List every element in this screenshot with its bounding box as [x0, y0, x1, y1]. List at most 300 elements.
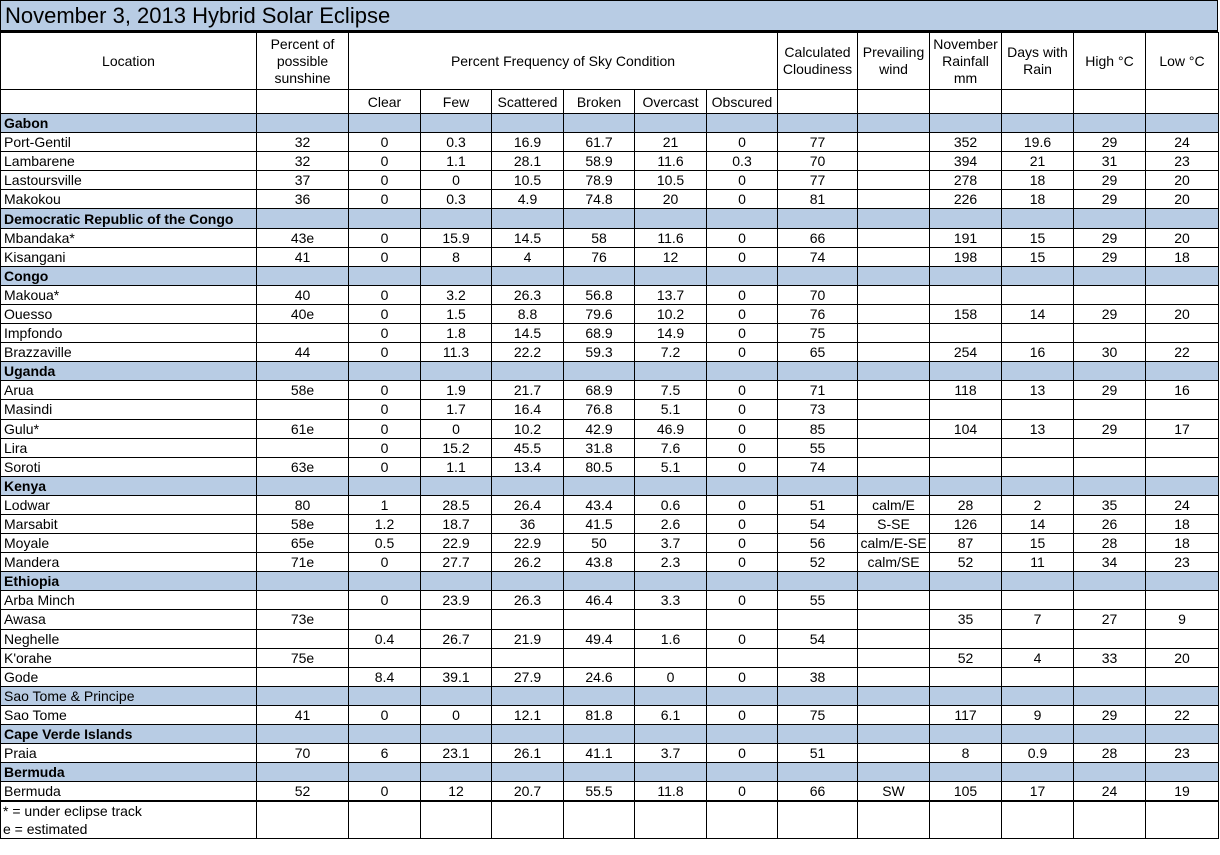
subheader-blank	[1146, 90, 1219, 114]
station-name: Mandera	[1, 553, 257, 572]
table-cell: 13.4	[492, 457, 564, 476]
table-cell	[858, 744, 930, 763]
table-cell	[858, 629, 930, 648]
station-name: Ouesso	[1, 304, 257, 323]
station-row	[1, 782, 1219, 801]
table-cell: 8.8	[492, 304, 564, 323]
country-row-cell	[1002, 266, 1074, 285]
note-row-cell	[257, 820, 349, 839]
table-cell	[257, 438, 349, 457]
country-row-cell	[564, 572, 635, 591]
table-cell	[858, 438, 930, 457]
table-cell: 0	[707, 285, 778, 304]
table-cell: 54	[778, 514, 858, 533]
country-row-cell	[349, 114, 421, 133]
subheader-broken: Broken	[564, 90, 635, 114]
table-cell: 118	[930, 381, 1002, 400]
table-cell: 4	[492, 247, 564, 266]
table-cell: 1.5	[421, 304, 492, 323]
table-cell: 39.1	[421, 667, 492, 686]
note-row-cell	[1002, 820, 1074, 839]
table-cell: 1	[349, 495, 421, 514]
table-cell	[858, 400, 930, 419]
table-cell: 226	[930, 190, 1002, 209]
station-row	[1, 400, 1219, 419]
country-row-cell	[1074, 476, 1146, 495]
table-cell: 11.6	[635, 228, 707, 247]
table-cell: 24	[1074, 782, 1146, 801]
table-cell: 70	[257, 744, 349, 763]
header-wind: Prevailing wind	[858, 33, 930, 90]
table-cell: 41.1	[564, 744, 635, 763]
country-row	[1, 362, 1219, 381]
table-cell: 0	[707, 782, 778, 801]
country-row-cell	[1074, 209, 1146, 228]
header-rain-days: Days with Rain	[1002, 33, 1074, 90]
table-cell: 11	[1002, 553, 1074, 572]
country-row-cell	[930, 763, 1002, 782]
table-cell: 77	[778, 171, 858, 190]
table-cell: 22	[1146, 343, 1219, 362]
table-cell: 0	[349, 381, 421, 400]
table-cell: 28.1	[492, 152, 564, 171]
country-row-cell	[930, 572, 1002, 591]
table-cell: 8.4	[349, 667, 421, 686]
table-cell: 26.4	[492, 495, 564, 514]
table-cell: 26.2	[492, 553, 564, 572]
station-name: Soroti	[1, 457, 257, 476]
table-cell: 29	[1074, 247, 1146, 266]
country-row-cell	[421, 362, 492, 381]
country-row-cell	[421, 476, 492, 495]
table-cell: 34	[1074, 553, 1146, 572]
table-cell: 14.9	[635, 324, 707, 343]
note-row-cell	[635, 801, 707, 820]
table-cell: 21	[635, 133, 707, 152]
table-cell: 0	[349, 285, 421, 304]
note-row-cell	[421, 801, 492, 820]
table-cell	[1074, 591, 1146, 610]
table-cell: 3.3	[635, 591, 707, 610]
table-cell: 23	[1146, 553, 1219, 572]
table-cell: 18	[1002, 190, 1074, 209]
table-cell: calm/E-SE	[858, 534, 930, 553]
table-cell: 12.1	[492, 705, 564, 724]
country-row-cell	[707, 725, 778, 744]
station-row	[1, 667, 1219, 686]
country-row-cell	[1002, 114, 1074, 133]
country-row-cell	[349, 476, 421, 495]
country-row-cell	[930, 209, 1002, 228]
table-cell	[930, 591, 1002, 610]
country-row-cell	[858, 114, 930, 133]
subheader-blank	[1002, 90, 1074, 114]
subheader-obscured: Obscured	[707, 90, 778, 114]
country-row-cell	[349, 362, 421, 381]
table-cell	[858, 648, 930, 667]
table-cell: SW	[858, 782, 930, 801]
country-row-cell	[930, 266, 1002, 285]
note-row-cell	[707, 801, 778, 820]
table-cell: 43.8	[564, 553, 635, 572]
table-cell	[858, 247, 930, 266]
table-cell: 15	[1002, 247, 1074, 266]
table-cell: 1.1	[421, 457, 492, 476]
table-cell: 87	[930, 534, 1002, 553]
table-cell: 73	[778, 400, 858, 419]
note-row-cell	[778, 820, 858, 839]
table-cell	[858, 667, 930, 686]
table-cell: 0	[707, 534, 778, 553]
table-cell: 41.5	[564, 514, 635, 533]
note-row-cell	[635, 820, 707, 839]
country-row-cell	[858, 266, 930, 285]
table-cell: 0	[707, 553, 778, 572]
country-row-cell	[707, 114, 778, 133]
table-cell: 9	[1146, 610, 1219, 629]
table-cell	[1002, 629, 1074, 648]
table-cell	[858, 343, 930, 362]
table-cell: 71	[778, 381, 858, 400]
country-row-cell	[858, 686, 930, 705]
table-cell: 31	[1074, 152, 1146, 171]
country-row-cell	[858, 572, 930, 591]
table-cell: 0	[707, 400, 778, 419]
country-row-cell	[492, 209, 564, 228]
table-cell: 19	[1146, 782, 1219, 801]
country-row-cell	[635, 114, 707, 133]
header-rainfall: November Rainfall mm	[930, 33, 1002, 90]
note-row-cell	[349, 801, 421, 820]
note-row-cell	[421, 820, 492, 839]
table-cell: 23	[1146, 152, 1219, 171]
station-row	[1, 419, 1219, 438]
table-cell: 81	[778, 190, 858, 209]
station-row	[1, 495, 1219, 514]
table-cell	[1002, 591, 1074, 610]
table-cell: 2	[1002, 495, 1074, 514]
table-cell: 12	[635, 247, 707, 266]
country-row	[1, 572, 1219, 591]
station-name: Makokou	[1, 190, 257, 209]
table-cell: 0.3	[421, 133, 492, 152]
table-cell: 0	[349, 133, 421, 152]
country-row-cell	[564, 209, 635, 228]
table-cell: 76.8	[564, 400, 635, 419]
table-cell: 26.3	[492, 285, 564, 304]
table-cell	[564, 610, 635, 629]
country-row-cell	[778, 476, 858, 495]
table-cell: 79.6	[564, 304, 635, 323]
table-cell: 28	[1074, 534, 1146, 553]
table-cell: 21.9	[492, 629, 564, 648]
table-cell	[1146, 324, 1219, 343]
table-cell: 3.7	[635, 744, 707, 763]
table-cell: 20	[635, 190, 707, 209]
table-cell: 22	[1146, 705, 1219, 724]
table-cell: 65e	[257, 534, 349, 553]
subheader-blank	[1, 90, 257, 114]
table-cell: calm/SE	[858, 553, 930, 572]
station-name: Bermuda	[1, 782, 257, 801]
table-cell: 77	[778, 133, 858, 152]
country-row-cell	[635, 476, 707, 495]
table-cell: 0.9	[1002, 744, 1074, 763]
country-row-cell	[421, 114, 492, 133]
table-cell: 20	[1146, 228, 1219, 247]
note-row-cell	[492, 820, 564, 839]
table-cell: 80.5	[564, 457, 635, 476]
table-cell: 16.9	[492, 133, 564, 152]
station-row	[1, 591, 1219, 610]
table-cell: 33	[1074, 648, 1146, 667]
footnote: e = estimated	[1, 820, 257, 839]
station-row	[1, 744, 1219, 763]
note-row-cell	[564, 801, 635, 820]
table-cell	[858, 228, 930, 247]
table-cell: 104	[930, 419, 1002, 438]
table-cell: 3.2	[421, 285, 492, 304]
country-row-cell	[778, 725, 858, 744]
country-row-cell	[564, 763, 635, 782]
table-cell: 18	[1146, 247, 1219, 266]
table-cell: 0	[707, 514, 778, 533]
country-row-cell	[1002, 362, 1074, 381]
table-cell: 0	[349, 304, 421, 323]
country-row	[1, 476, 1219, 495]
table-cell: 68.9	[564, 324, 635, 343]
table-cell: 29	[1074, 304, 1146, 323]
table-cell: 75e	[257, 648, 349, 667]
country-row-cell	[564, 266, 635, 285]
country-row-cell	[1146, 763, 1219, 782]
table-cell: 52	[778, 553, 858, 572]
station-row	[1, 534, 1219, 553]
table-cell: 10.5	[635, 171, 707, 190]
country-row-cell	[1146, 725, 1219, 744]
header-cloudiness: Calculated Cloudiness	[778, 33, 858, 90]
subheader-scattered: Scattered	[492, 90, 564, 114]
country-row-cell	[635, 362, 707, 381]
table-cell: 10.5	[492, 171, 564, 190]
table-cell: 29	[1074, 705, 1146, 724]
table-cell: 0	[635, 667, 707, 686]
country-row-cell	[492, 763, 564, 782]
table-cell: 42.9	[564, 419, 635, 438]
table-cell	[1146, 438, 1219, 457]
table-cell: 18	[1002, 171, 1074, 190]
station-name: Impfondo	[1, 324, 257, 343]
country-row	[1, 114, 1219, 133]
table-cell	[858, 304, 930, 323]
table-cell	[778, 610, 858, 629]
table-cell: 0	[349, 782, 421, 801]
table-cell: 55	[778, 591, 858, 610]
country-row-cell	[492, 362, 564, 381]
country-row-cell	[349, 763, 421, 782]
country-row-cell	[778, 686, 858, 705]
country-name: Sao Tome & Principe	[1, 686, 257, 705]
table-cell	[930, 438, 1002, 457]
country-row-cell	[1002, 572, 1074, 591]
table-cell: 58e	[257, 514, 349, 533]
table-cell: 8	[930, 744, 1002, 763]
country-row-cell	[349, 209, 421, 228]
table-cell: 5.1	[635, 457, 707, 476]
table-cell	[564, 648, 635, 667]
table-cell: 28	[930, 495, 1002, 514]
table-cell: 0	[707, 171, 778, 190]
table-cell: 0	[707, 228, 778, 247]
header-row	[1, 33, 1219, 90]
table-cell: 18	[1146, 534, 1219, 553]
table-cell	[1074, 285, 1146, 304]
table-cell: 46.9	[635, 419, 707, 438]
station-name: Awasa	[1, 610, 257, 629]
table-cell: 5.1	[635, 400, 707, 419]
table-cell: 0	[707, 190, 778, 209]
table-cell: 24	[1146, 495, 1219, 514]
note-row-cell	[1146, 801, 1219, 820]
table-cell	[1074, 324, 1146, 343]
station-name: Gulu*	[1, 419, 257, 438]
table-cell: 0	[349, 247, 421, 266]
table-cell	[1146, 285, 1219, 304]
note-row-cell	[257, 801, 349, 820]
country-row-cell	[1002, 209, 1074, 228]
country-name: Kenya	[1, 476, 257, 495]
table-cell: 352	[930, 133, 1002, 152]
country-row-cell	[421, 763, 492, 782]
table-cell: 46.4	[564, 591, 635, 610]
station-name: Lastoursville	[1, 171, 257, 190]
country-row-cell	[707, 763, 778, 782]
table-cell	[858, 457, 930, 476]
table-cell: 37	[257, 171, 349, 190]
table-cell: 7	[1002, 610, 1074, 629]
note-row-cell	[1074, 801, 1146, 820]
table-cell: 66	[778, 782, 858, 801]
station-name: Gode	[1, 667, 257, 686]
sheet-title: November 3, 2013 Hybrid Solar Eclipse	[0, 0, 1218, 32]
station-row	[1, 133, 1219, 152]
table-cell: 27.7	[421, 553, 492, 572]
table-cell	[1074, 400, 1146, 419]
subheader-clear: Clear	[349, 90, 421, 114]
table-cell	[421, 648, 492, 667]
table-cell	[858, 419, 930, 438]
table-cell: 29	[1074, 228, 1146, 247]
weather-table	[0, 32, 1219, 839]
table-cell: 0	[707, 705, 778, 724]
station-row	[1, 304, 1219, 323]
country-row-cell	[1146, 209, 1219, 228]
table-cell: 15	[1002, 534, 1074, 553]
table-cell: 6.1	[635, 705, 707, 724]
table-cell: 35	[1074, 495, 1146, 514]
country-row-cell	[257, 114, 349, 133]
table-cell	[1074, 457, 1146, 476]
note-row-cell	[1002, 801, 1074, 820]
table-cell: 85	[778, 419, 858, 438]
station-row	[1, 514, 1219, 533]
table-cell: 75	[778, 324, 858, 343]
table-cell: 16.4	[492, 400, 564, 419]
table-cell: 81.8	[564, 705, 635, 724]
country-row-cell	[858, 763, 930, 782]
table-cell: 0	[421, 705, 492, 724]
table-cell	[930, 324, 1002, 343]
table-cell: 32	[257, 133, 349, 152]
table-cell: 158	[930, 304, 1002, 323]
station-row	[1, 381, 1219, 400]
country-row	[1, 209, 1219, 228]
station-name: Lodwar	[1, 495, 257, 514]
table-cell	[1146, 457, 1219, 476]
note-row-cell	[1146, 820, 1219, 839]
table-cell: 17	[1002, 782, 1074, 801]
table-cell: 30	[1074, 343, 1146, 362]
table-cell: 56.8	[564, 285, 635, 304]
country-row-cell	[778, 114, 858, 133]
table-cell: 0	[349, 171, 421, 190]
country-row-cell	[1146, 686, 1219, 705]
station-name: Arba Minch	[1, 591, 257, 610]
country-row-cell	[1146, 114, 1219, 133]
table-cell: 1.1	[421, 152, 492, 171]
station-row	[1, 190, 1219, 209]
table-cell: 26	[1074, 514, 1146, 533]
table-cell: 23	[1146, 744, 1219, 763]
country-row-cell	[257, 763, 349, 782]
table-cell: 0	[349, 705, 421, 724]
station-name: Port-Gentil	[1, 133, 257, 152]
country-row-cell	[778, 362, 858, 381]
country-row-cell	[257, 362, 349, 381]
station-name: Lira	[1, 438, 257, 457]
table-cell: 13.7	[635, 285, 707, 304]
table-cell	[257, 400, 349, 419]
table-cell: 22.2	[492, 343, 564, 362]
table-cell: 65	[778, 343, 858, 362]
table-cell	[858, 133, 930, 152]
table-cell: 1.8	[421, 324, 492, 343]
table-cell: 45.5	[492, 438, 564, 457]
station-name: Praia	[1, 744, 257, 763]
table-cell: 0	[707, 667, 778, 686]
table-cell: 20	[1146, 648, 1219, 667]
table-cell: 15.2	[421, 438, 492, 457]
station-name: Marsabit	[1, 514, 257, 533]
country-row-cell	[707, 209, 778, 228]
table-cell: 28	[1074, 744, 1146, 763]
country-row-cell	[492, 114, 564, 133]
country-row-cell	[930, 362, 1002, 381]
table-cell: 278	[930, 171, 1002, 190]
table-cell	[858, 285, 930, 304]
country-row-cell	[1002, 763, 1074, 782]
table-cell	[635, 648, 707, 667]
table-cell	[930, 400, 1002, 419]
table-cell: 26.1	[492, 744, 564, 763]
table-cell: 18	[1146, 514, 1219, 533]
table-cell: 58.9	[564, 152, 635, 171]
table-cell: 198	[930, 247, 1002, 266]
table-cell	[858, 324, 930, 343]
station-row	[1, 629, 1219, 648]
country-row-cell	[635, 266, 707, 285]
country-row-cell	[257, 209, 349, 228]
